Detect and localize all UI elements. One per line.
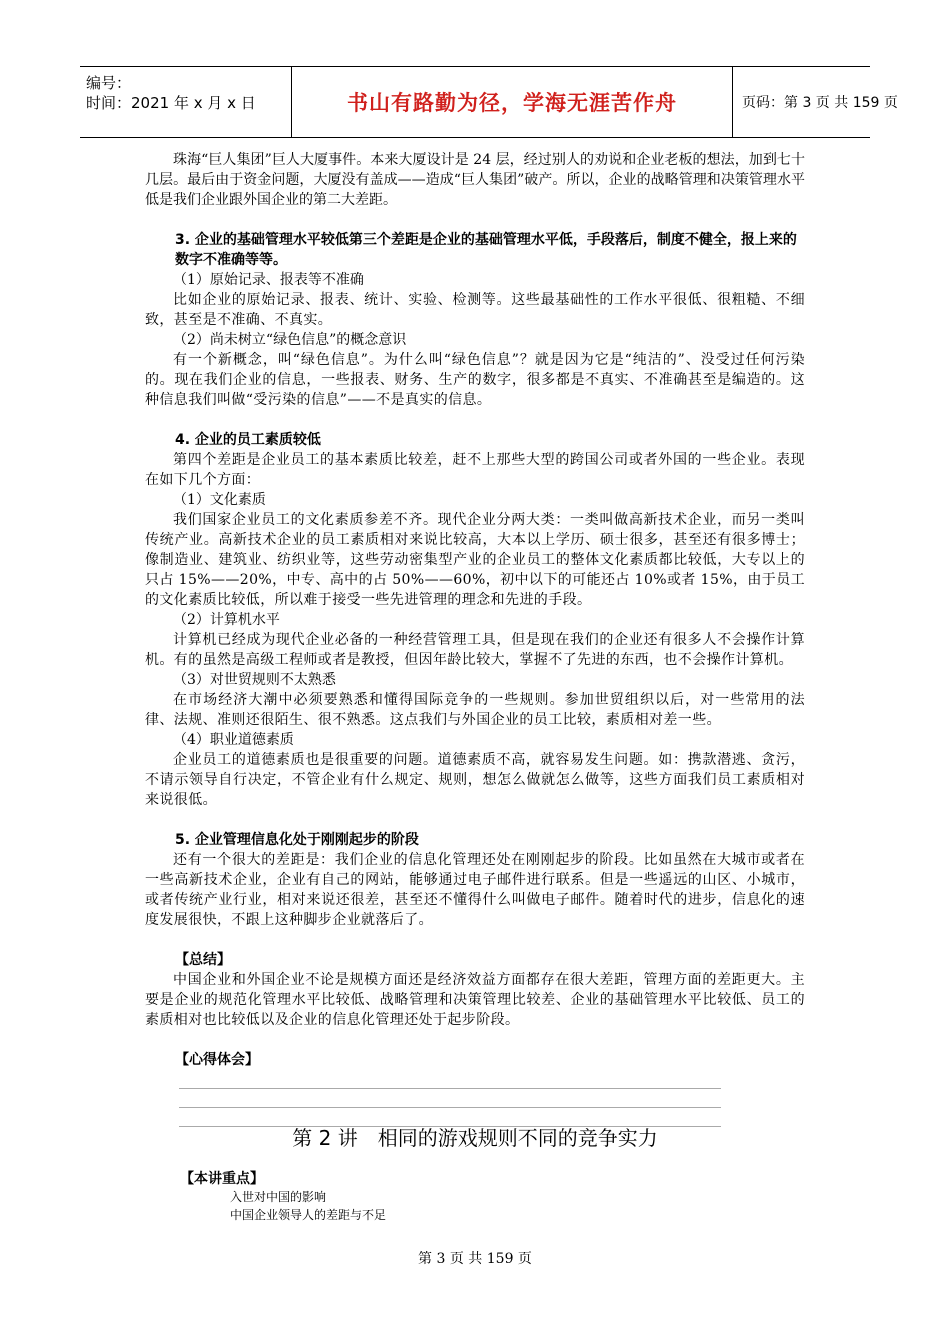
notes-line [179, 1089, 721, 1108]
section-4-sub2: （2）计算机水平 [173, 612, 280, 628]
summary-text: 中国企业和外国企业不论是规模方面还是经济效益方面都存在很大差距，管理方面的差距更大。主要是企业的规范化管理水平比较低、战略管理和决策管理比较差、企业的基础管理水平比较低、员工的素质相对也比较低以及企业的信息化管理还处于起步阶段。 [145, 972, 805, 1028]
section-4-para2: 计算机已经成为现代企业必备的一种经营管理工具，但是现在我们的企业还有很多人不会操作计算机。有的虽然是高级工程师或者是教授，但因年龄比较大，掌握不了先进的东西，也不会操作计算机。 [145, 632, 805, 668]
page-header [80, 66, 898, 138]
section-4-sub3: （3）对世贸规则不太熟悉 [173, 672, 336, 688]
document-body [145, 150, 805, 1127]
header-date: 时间：2021 年 x 月 x 日 [86, 94, 256, 112]
header-motto: 书山有路勤为径，学海无涯苦作舟 [292, 67, 733, 137]
header-page-number: 页码：第 3 页 共 159 页 [742, 95, 898, 111]
intro-paragraph: 珠海“巨人集团”巨人大厦事件。本来大厦设计是 24 层，经过别人的劝说和企业老板的想法，加到七十几层。最后由于资金问题，大厦没有盖成——造成“巨人集团”破产。所以，企业的战略管理和决策管理水平低是我们企业跟外国企业的第二大差距。 [145, 152, 805, 208]
section-4-para3: 在市场经济大潮中必须要熟悉和懂得国际竞争的一些规则。参加世贸组织以后，对一些常用的法律、法规、准则还很陌生、很不熟悉。这点我们与外国企业的员工比较，素质相对差一些。 [145, 692, 805, 728]
section-3-sub2: （2）尚未树立“绿色信息”的概念意识 [173, 332, 407, 348]
lecture-title: 第 2 讲 相同的游戏规则不同的竞争实力 [292, 1126, 658, 1150]
section-3-para2: 有一个新概念，叫“绿色信息”。为什么叫“绿色信息”？就是因为它是“纯洁的”、没受过任何污染的。现在我们企业的信息，一些报表、财务、生产的数字，很多都是不真实、不准确甚至是编造的。这种信息我们叫做“受污染的信息”——不是真实的信息。 [145, 352, 805, 408]
section-4-para1: 我们国家企业员工的文化素质参差不齐。现代企业分两大类：一类叫做高新技术企业，而另一类叫传统产业。高新技术企业的员工素质相对来说比较高，大本以上学历、硕士很多，甚至还有很多博士；像制造业、建筑业、纺织业等，这些劳动密集型产业的企业员工的整体文化素质都比较低，大专以上的只占 15%——20%，中专、高中的占 50%——60%，初中以下的可能还占 10%或者 15%，由于员工的文化素质比较低，所以难于接受一些先进管理的理念和先进的手段。 [145, 512, 805, 608]
lecture-focus-item: 入世对中国的影响 [230, 1190, 327, 1204]
section-5-para1: 还有一个很大的差距是：我们企业的信息化管理还处在刚刚起步的阶段。比如虽然在大城市或者在一些高新技术企业，企业有自己的网站，能够通过电子邮件进行联系。但是一些遥远的山区、小城市，或者传统产业行业，相对来说还很差，甚至还不懂得什么叫做电子邮件。随着时代的进步，信息化的速度发展很快，不跟上这种脚步企业就落后了。 [145, 852, 805, 928]
page-footer: 第 3 页 共 159 页 [418, 1251, 532, 1267]
header-code: 编号： [86, 74, 132, 92]
section-4-sub1: （1）文化素质 [173, 492, 266, 508]
section-3-heading: 3. 企业的基础管理水平较低第三个差距是企业的基础管理水平低，手段落后，制度不健全，报上来的数字不准确等等。 [175, 232, 797, 268]
section-3-sub1: （1）原始记录、报表等不准确 [173, 272, 364, 288]
section-4-heading: 4. 企业的员工素质较低 [175, 432, 321, 448]
section-3-para1: 比如企业的原始记录、报表、统计、实验、检测等。这些最基础性的工作水平很低、很粗糙、不细致，甚至是不准确、不真实。 [145, 292, 805, 328]
header-meta [80, 67, 292, 137]
summary-label: 【总结】 [175, 952, 231, 968]
section-4-para4: 企业员工的道德素质也是很重要的问题。道德素质不高，就容易发生问题。如：携款潜逃、贪污，不请示领导自行决定，不管企业有什么规定、规则，想怎么做就怎么做等，这些方面我们员工素质相对来说很低。 [145, 752, 805, 808]
section-5-heading: 5. 企业管理信息化处于刚刚起步的阶段 [175, 832, 419, 848]
lecture-focus-label: 【本讲重点】 [180, 1171, 264, 1187]
section-4-sub4: （4）职业道德素质 [173, 732, 294, 748]
notes-label: 【心得体会】 [175, 1052, 259, 1068]
notes-line [179, 1070, 721, 1089]
section-4-intro: 第四个差距是企业员工的基本素质比较差，赶不上那些大型的跨国公司或者外国的一些企业。表现在如下几个方面： [145, 452, 805, 488]
lecture-focus-item: 中国企业领导人的差距与不足 [230, 1208, 387, 1222]
